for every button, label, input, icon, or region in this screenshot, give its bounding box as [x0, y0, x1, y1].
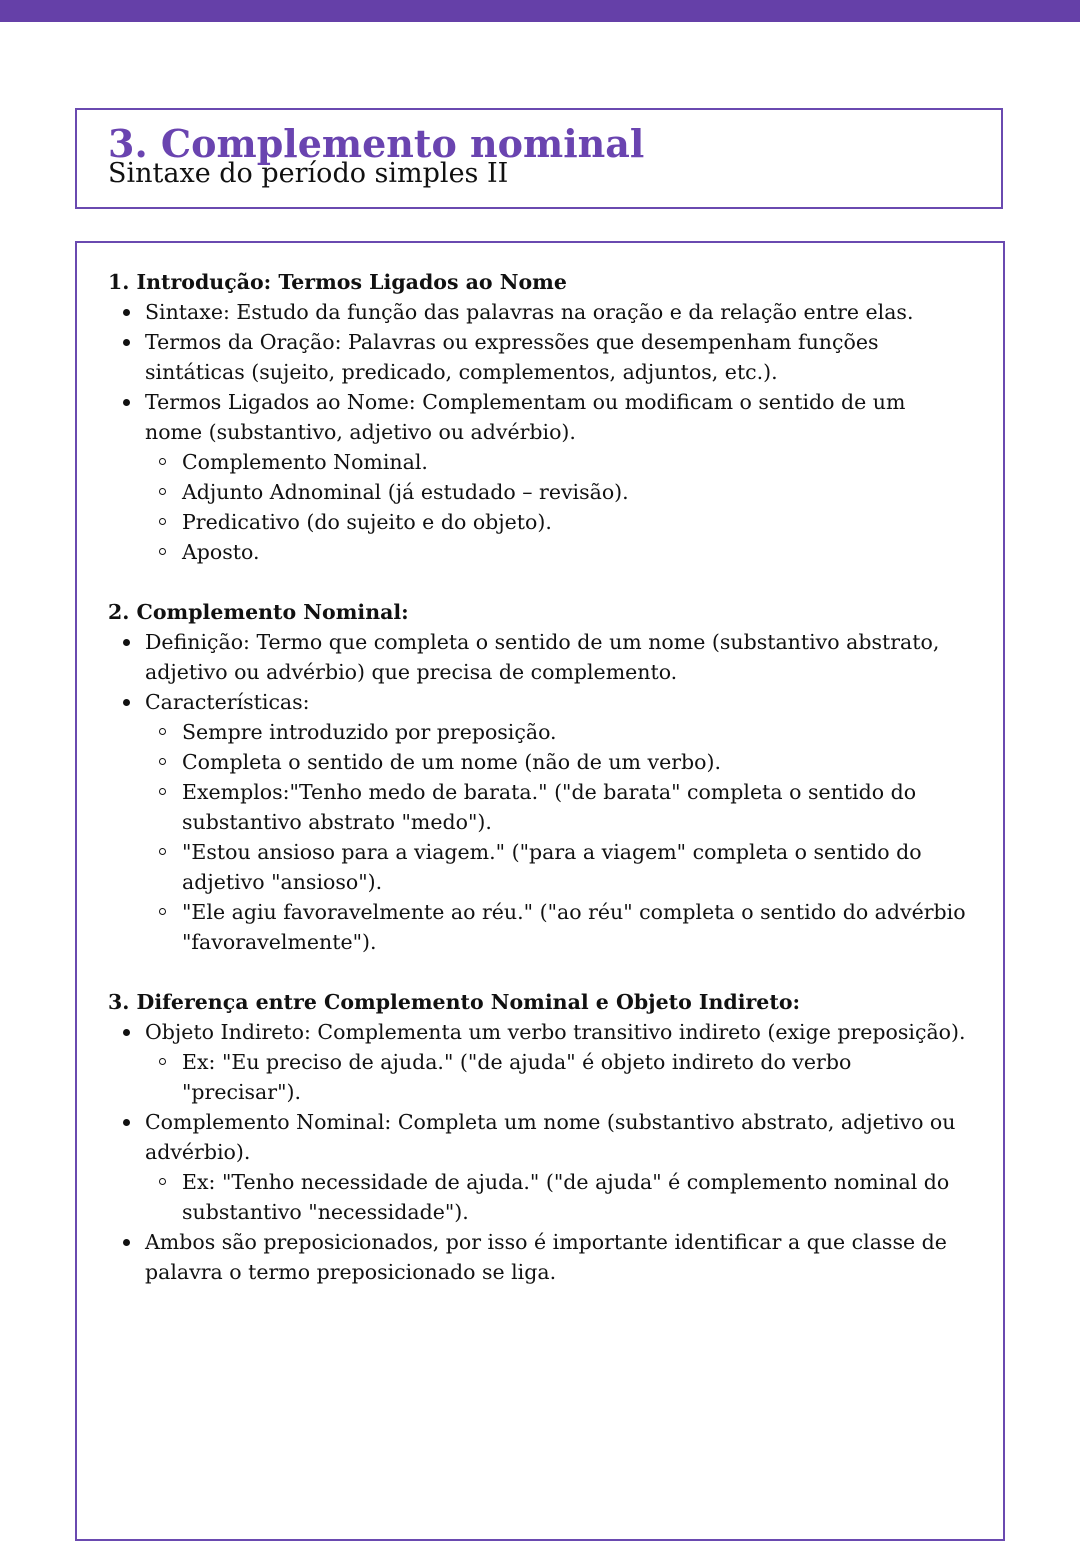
sub-list-item: Exemplos:"Tenho medo de barata." ("de barata" completa o sentido do substantivo abstrato "medo").	[145, 777, 968, 837]
list-item	[108, 627, 968, 687]
title-box	[75, 108, 1003, 209]
content-box	[75, 241, 1005, 1541]
list-item	[108, 1227, 968, 1287]
list-item-text: Definição: Termo que completa o sentido de um nome (substantivo abstrato, adjetivo ou advérbio) que precisa de complemento.	[145, 630, 940, 684]
section-introducao	[108, 267, 968, 567]
sub-list-item: Complemento Nominal.	[145, 447, 968, 477]
section-heading: 1. Introdução: Termos Ligados ao Nome	[108, 270, 567, 294]
section-diferenca	[108, 987, 968, 1287]
bullet-list	[108, 297, 968, 567]
sub-list-item: "Estou ansioso para a viagem." ("para a viagem" completa o sentido do adjetivo "ansioso").	[145, 837, 968, 897]
list-item	[108, 1107, 968, 1227]
section-heading: 2. Complemento Nominal:	[108, 600, 409, 624]
list-item	[108, 327, 968, 387]
sub-list-item: Aposto.	[145, 537, 968, 567]
list-item	[108, 387, 968, 567]
sub-list-item: Adjunto Adnominal (já estudado – revisão).	[145, 477, 968, 507]
page-subtitle: Sintaxe do período simples II	[108, 158, 509, 189]
bullet-list	[108, 1017, 968, 1287]
page-title: 3. Complemento nominal	[108, 121, 645, 166]
list-item-text: Características:	[145, 690, 310, 714]
sub-list-item: Predicativo (do sujeito e do objeto).	[145, 507, 968, 537]
list-item-text: Termos da Oração: Palavras ou expressões que desempenham funções sintáticas (sujeito, predicado, complementos, adjuntos, etc.).	[145, 330, 879, 384]
list-item-text: Objeto Indireto: Complementa um verbo transitivo indireto (exige preposição).	[145, 1020, 966, 1044]
list-item-text: Sintaxe: Estudo da função das palavras na oração e da relação entre elas.	[145, 300, 914, 324]
sub-list-item: Sempre introduzido por preposição.	[145, 717, 968, 747]
list-item-text: Ambos são preposicionados, por isso é importante identificar a que classe de palavra o termo preposicionado se liga.	[145, 1230, 947, 1284]
section-heading: 3. Diferença entre Complemento Nominal e Objeto Indireto:	[108, 990, 801, 1014]
content-body	[108, 267, 968, 1287]
sub-list	[145, 447, 968, 567]
list-item	[108, 1017, 968, 1107]
sub-list	[145, 717, 968, 957]
top-accent-bar	[0, 0, 1080, 22]
sub-list-item: Ex: "Eu preciso de ajuda." ("de ajuda" é objeto indireto do verbo "precisar").	[145, 1047, 968, 1107]
list-item-text: Termos Ligados ao Nome: Complementam ou modificam o sentido de um nome (substantivo, adjetivo ou advérbio).	[145, 390, 906, 444]
sub-list-item: Ex: "Tenho necessidade de ajuda." ("de ajuda" é complemento nominal do substantivo "necessidade").	[145, 1167, 968, 1227]
list-item-text: Complemento Nominal: Completa um nome (substantivo abstrato, adjetivo ou advérbio).	[145, 1110, 956, 1164]
sub-list	[145, 1167, 968, 1227]
sub-list-item: Completa o sentido de um nome (não de um verbo).	[145, 747, 968, 777]
bullet-list	[108, 627, 968, 957]
section-complemento-nominal	[108, 597, 968, 957]
list-item	[108, 687, 968, 957]
list-item	[108, 297, 968, 327]
sub-list	[145, 1047, 968, 1107]
sub-list-item: "Ele agiu favoravelmente ao réu." ("ao réu" completa o sentido do advérbio "favoravelmente").	[145, 897, 968, 957]
